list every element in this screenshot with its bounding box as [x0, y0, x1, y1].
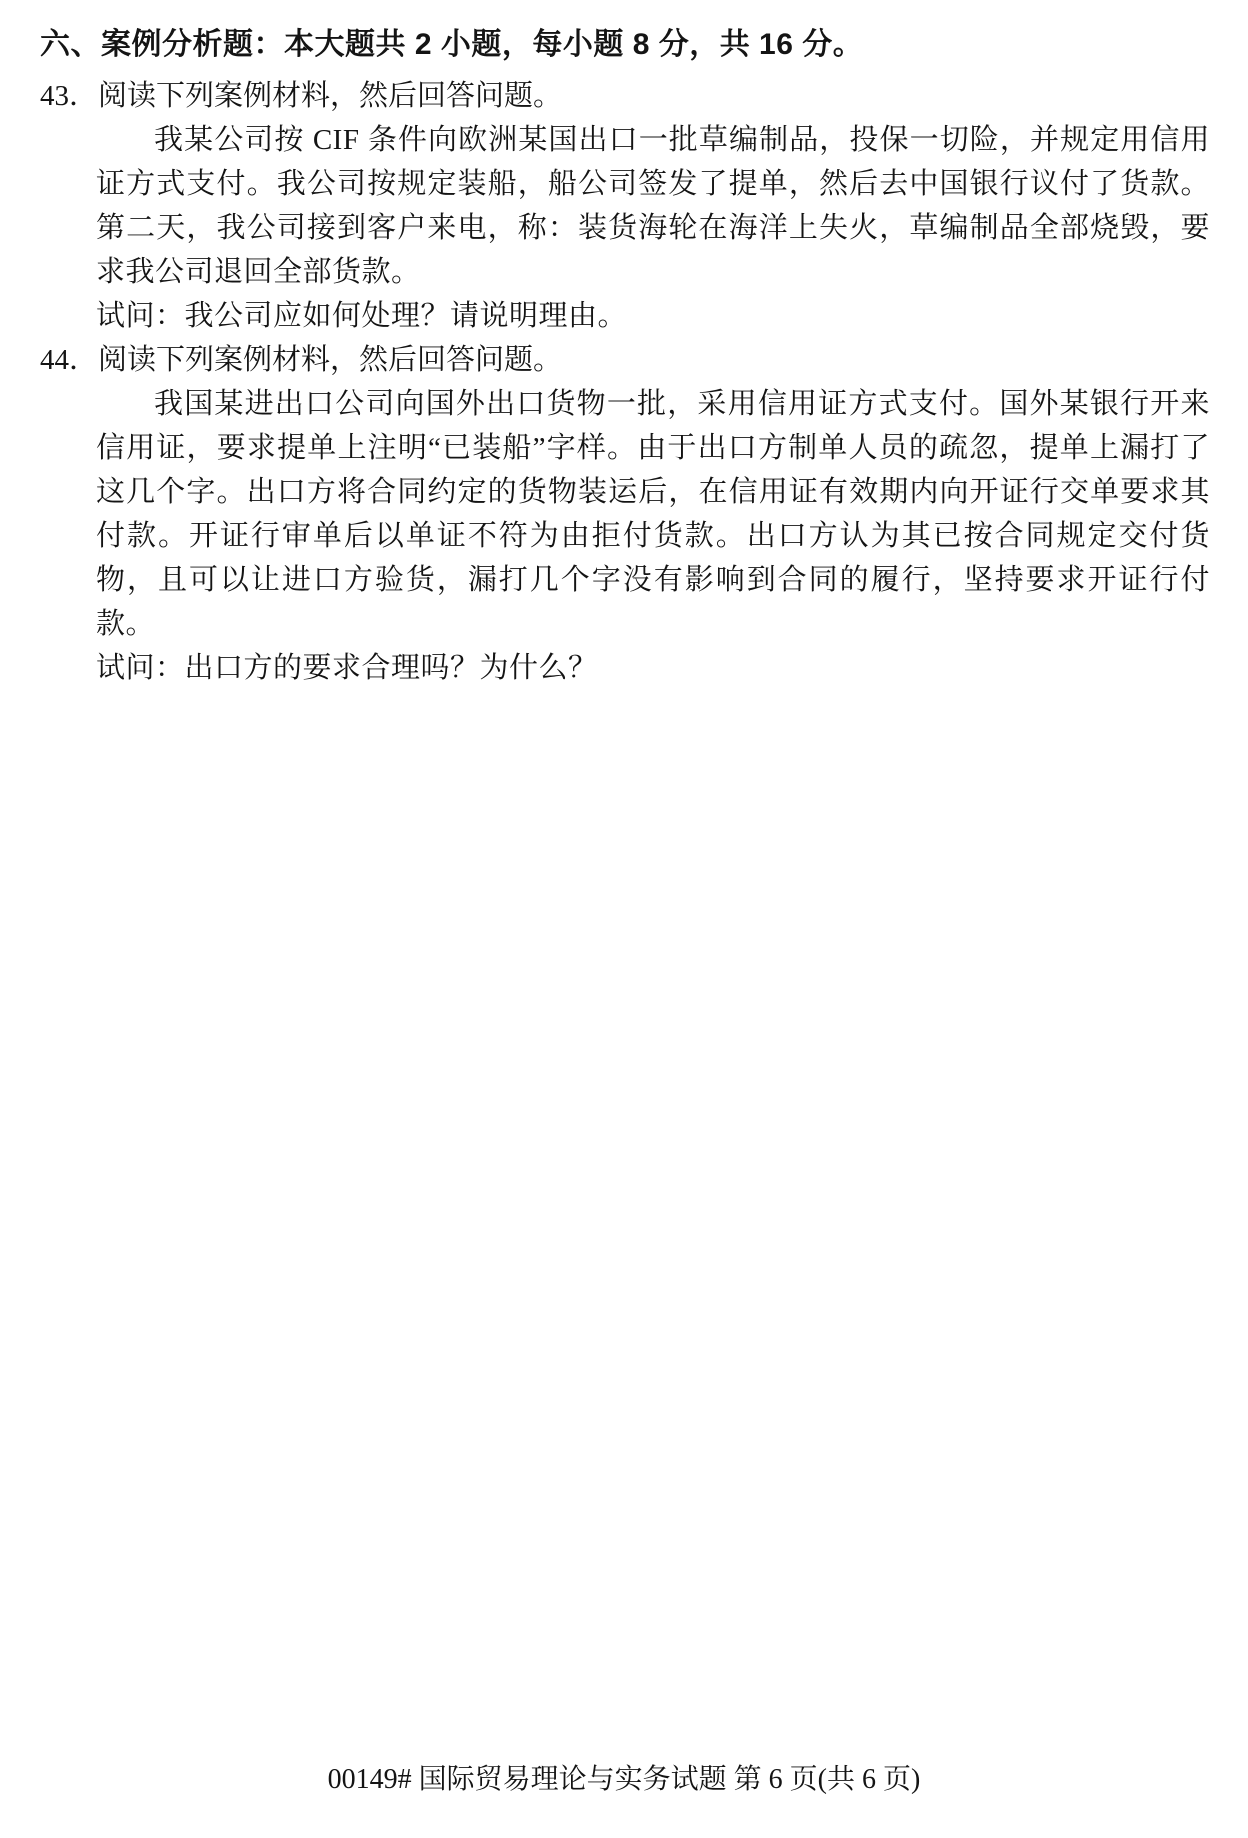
question-44 [40, 338, 1210, 690]
question-44-intro-line [40, 338, 1210, 382]
section-header: 六、案例分析题：本大题共 2 小题，每小题 8 分，共 16 分。 [40, 28, 864, 61]
question-number: 43． [40, 80, 99, 112]
page-footer: 00149# 国际贸易理论与实务试题 第 6 页(共 6 页) [327, 1764, 921, 1795]
exam-page-content [0, 0, 1248, 690]
case-body: 我国某进出口公司向国外出口货物一批，采用信用证方式支付。国外某银行开来信用证，要求提单上注明“已装船”字样。由于出口方制单人员的疏忽，提单上漏打了这几个字。出口方将合同约定的货物装运后，在信用证有效期内向开证行交单要求其付款。开证行审单后以单证不符为由拒付货款。出口方认为其已按合同规定交付货物，且可以让进口方验货，漏打几个字没有影响到合同的履行，坚持要求开证行付款。 [96, 388, 1210, 640]
question-43 [40, 74, 1210, 338]
question-43-intro-line [40, 74, 1210, 118]
question-number: 44． [40, 344, 99, 376]
case-body: 我某公司按 CIF 条件向欧洲某国出口一批草编制品，投保一切险，并规定用信用证方式支付。我公司按规定装船，船公司签发了提单，然后去中国银行议付了货款。第二天，我公司接到客户来电，称：装货海轮在海洋上失火，草编制品全部烧毁，要求我公司退回全部货款。 [96, 124, 1210, 288]
case-question: 试问：出口方的要求合理吗？为什么？ [96, 652, 598, 684]
case-question: 试问：我公司应如何处理？请说明理由。 [96, 300, 628, 332]
question-intro: 阅读下列案例材料，然后回答问题。 [98, 344, 563, 376]
question-intro: 阅读下列案例材料，然后回答问题。 [98, 80, 563, 112]
